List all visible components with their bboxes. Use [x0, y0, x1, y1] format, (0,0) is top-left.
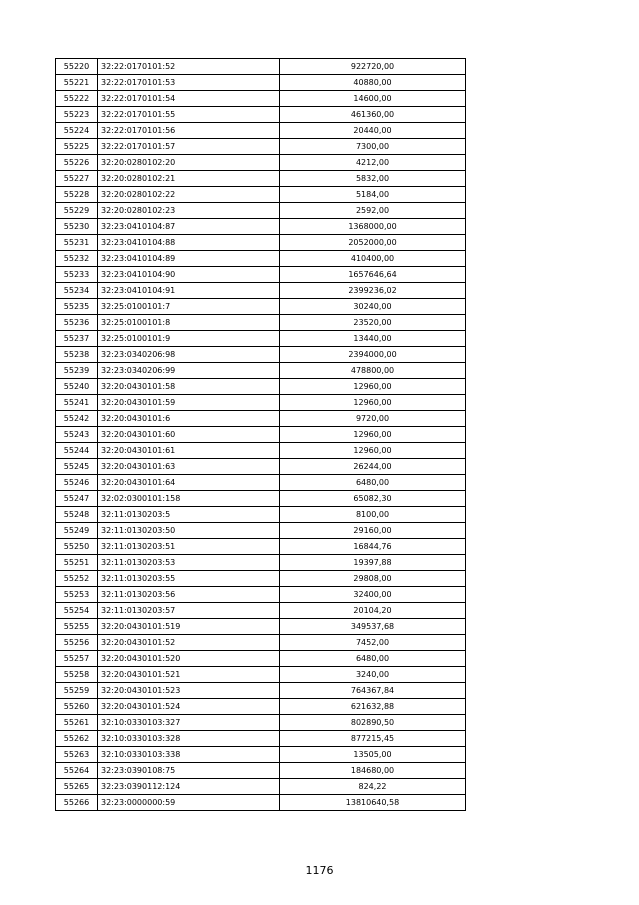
cadastral-value-cell: 184680,00: [280, 763, 466, 779]
cadastral-value-cell: 6480,00: [280, 475, 466, 491]
table-row: [56, 347, 466, 363]
cadastral-number-cell: 32:22:0170101:55: [98, 107, 280, 123]
cadastral-number-cell: 32:20:0430101:521: [98, 667, 280, 683]
cadastral-number-cell: 32:11:0130203:56: [98, 587, 280, 603]
cadastral-value-cell: 4212,00: [280, 155, 466, 171]
cadastral-number-cell: 32:20:0430101:519: [98, 619, 280, 635]
row-number-cell: 55221: [56, 75, 98, 91]
cadastral-value-cell: 32400,00: [280, 587, 466, 603]
cadastral-number-cell: 32:22:0170101:57: [98, 139, 280, 155]
table-row: [56, 107, 466, 123]
cadastral-value-cell: 30240,00: [280, 299, 466, 315]
table-row: [56, 59, 466, 75]
table-row: [56, 251, 466, 267]
table-row: [56, 571, 466, 587]
cadastral-value-cell: 20440,00: [280, 123, 466, 139]
row-number-cell: 55265: [56, 779, 98, 795]
cadastral-number-cell: 32:23:0390112:124: [98, 779, 280, 795]
cadastral-number-cell: 32:25:0100101:9: [98, 331, 280, 347]
row-number-cell: 55253: [56, 587, 98, 603]
cadastral-number-cell: 32:20:0430101:60: [98, 427, 280, 443]
cadastral-value-cell: 23520,00: [280, 315, 466, 331]
table-row: [56, 299, 466, 315]
cadastral-value-cell: 2399236,02: [280, 283, 466, 299]
cadastral-number-cell: 32:25:0100101:7: [98, 299, 280, 315]
cadastral-value-cell: 824,22: [280, 779, 466, 795]
row-number-cell: 55229: [56, 203, 98, 219]
cadastral-value-cell: 7300,00: [280, 139, 466, 155]
cadastral-value-cell: 802890,50: [280, 715, 466, 731]
cadastral-value-cell: 29160,00: [280, 523, 466, 539]
cadastral-number-cell: 32:20:0280102:22: [98, 187, 280, 203]
row-number-cell: 55242: [56, 411, 98, 427]
cadastral-number-cell: 32:11:0130203:57: [98, 603, 280, 619]
page-number: 1176: [305, 864, 334, 877]
cadastral-number-cell: 32:22:0170101:56: [98, 123, 280, 139]
cadastral-number-cell: 32:02:0300101:158: [98, 491, 280, 507]
row-number-cell: 55249: [56, 523, 98, 539]
cadastral-number-cell: 32:11:0130203:5: [98, 507, 280, 523]
cadastral-number-cell: 32:10:0330103:338: [98, 747, 280, 763]
table-row: [56, 235, 466, 251]
row-number-cell: 55266: [56, 795, 98, 811]
cadastral-number-cell: 32:22:0170101:53: [98, 75, 280, 91]
table-body: [56, 59, 466, 811]
table-row: [56, 587, 466, 603]
row-number-cell: 55233: [56, 267, 98, 283]
table-row: [56, 795, 466, 811]
table-row: [56, 715, 466, 731]
row-number-cell: 55230: [56, 219, 98, 235]
cadastral-number-cell: 32:20:0430101:64: [98, 475, 280, 491]
cadastral-value-cell: 12960,00: [280, 427, 466, 443]
table-row: [56, 683, 466, 699]
table-row: [56, 507, 466, 523]
row-number-cell: 55259: [56, 683, 98, 699]
row-number-cell: 55235: [56, 299, 98, 315]
row-number-cell: 55247: [56, 491, 98, 507]
row-number-cell: 55237: [56, 331, 98, 347]
cadastral-number-cell: 32:20:0430101:523: [98, 683, 280, 699]
row-number-cell: 55262: [56, 731, 98, 747]
row-number-cell: 55260: [56, 699, 98, 715]
cadastral-number-cell: 32:11:0130203:51: [98, 539, 280, 555]
cadastral-value-cell: 19397,88: [280, 555, 466, 571]
table-row: [56, 123, 466, 139]
table-row: [56, 219, 466, 235]
table-row: [56, 267, 466, 283]
cadastral-value-cell: 2592,00: [280, 203, 466, 219]
table-row: [56, 75, 466, 91]
table-row: [56, 475, 466, 491]
table-row: [56, 171, 466, 187]
table-row: [56, 91, 466, 107]
cadastral-value-cell: 13440,00: [280, 331, 466, 347]
cadastral-number-cell: 32:23:0410104:90: [98, 267, 280, 283]
row-number-cell: 55226: [56, 155, 98, 171]
row-number-cell: 55234: [56, 283, 98, 299]
cadastral-number-cell: 32:20:0280102:21: [98, 171, 280, 187]
table-row: [56, 779, 466, 795]
cadastral-value-cell: 8100,00: [280, 507, 466, 523]
table-row: [56, 523, 466, 539]
row-number-cell: 55232: [56, 251, 98, 267]
cadastral-number-cell: 32:23:0000000:59: [98, 795, 280, 811]
table-row: [56, 187, 466, 203]
cadastral-value-cell: 2052000,00: [280, 235, 466, 251]
cadastral-number-cell: 32:11:0130203:55: [98, 571, 280, 587]
row-number-cell: 55254: [56, 603, 98, 619]
cadastral-value-cell: 12960,00: [280, 379, 466, 395]
row-number-cell: 55224: [56, 123, 98, 139]
cadastral-value-cell: 3240,00: [280, 667, 466, 683]
row-number-cell: 55220: [56, 59, 98, 75]
row-number-cell: 55257: [56, 651, 98, 667]
row-number-cell: 55243: [56, 427, 98, 443]
row-number-cell: 55239: [56, 363, 98, 379]
row-number-cell: 55255: [56, 619, 98, 635]
cadastral-number-cell: 32:20:0430101:524: [98, 699, 280, 715]
row-number-cell: 55252: [56, 571, 98, 587]
row-number-cell: 55263: [56, 747, 98, 763]
cadastral-number-cell: 32:20:0280102:20: [98, 155, 280, 171]
cadastral-value-cell: 5184,00: [280, 187, 466, 203]
cadastral-value-cell: 26244,00: [280, 459, 466, 475]
cadastral-value-cell: 12960,00: [280, 443, 466, 459]
table-row: [56, 363, 466, 379]
cadastral-value-cell: 9720,00: [280, 411, 466, 427]
cadastral-value-cell: 5832,00: [280, 171, 466, 187]
cadastral-number-cell: 32:22:0170101:52: [98, 59, 280, 75]
cadastral-value-cell: 1368000,00: [280, 219, 466, 235]
cadastral-value-cell: 478800,00: [280, 363, 466, 379]
row-number-cell: 55248: [56, 507, 98, 523]
table-row: [56, 315, 466, 331]
cadastral-number-cell: 32:20:0430101:52: [98, 635, 280, 651]
cadastral-number-cell: 32:23:0390108:75: [98, 763, 280, 779]
table-row: [56, 747, 466, 763]
cadastral-value-cell: 2394000,00: [280, 347, 466, 363]
cadastral-number-cell: 32:20:0430101:6: [98, 411, 280, 427]
table-row: [56, 731, 466, 747]
cadastral-value-cell: 6480,00: [280, 651, 466, 667]
row-number-cell: 55240: [56, 379, 98, 395]
cadastral-value-cell: 1657646,64: [280, 267, 466, 283]
table-row: [56, 651, 466, 667]
cadastral-value-cell: 922720,00: [280, 59, 466, 75]
row-number-cell: 55250: [56, 539, 98, 555]
cadastral-value-table: [55, 58, 466, 811]
row-number-cell: 55227: [56, 171, 98, 187]
cadastral-number-cell: 32:11:0130203:53: [98, 555, 280, 571]
cadastral-number-cell: 32:22:0170101:54: [98, 91, 280, 107]
cadastral-number-cell: 32:20:0430101:59: [98, 395, 280, 411]
cadastral-value-cell: 14600,00: [280, 91, 466, 107]
cadastral-number-cell: 32:10:0330103:328: [98, 731, 280, 747]
cadastral-number-cell: 32:23:0410104:89: [98, 251, 280, 267]
cadastral-value-cell: 65082,30: [280, 491, 466, 507]
table-row: [56, 139, 466, 155]
cadastral-value-cell: 13810640,58: [280, 795, 466, 811]
row-number-cell: 55231: [56, 235, 98, 251]
cadastral-number-cell: 32:23:0340206:99: [98, 363, 280, 379]
cadastral-value-cell: 621632,88: [280, 699, 466, 715]
table-row: [56, 411, 466, 427]
row-number-cell: 55258: [56, 667, 98, 683]
table-row: [56, 539, 466, 555]
cadastral-number-cell: 32:23:0410104:87: [98, 219, 280, 235]
row-number-cell: 55225: [56, 139, 98, 155]
cadastral-value-cell: 7452,00: [280, 635, 466, 651]
row-number-cell: 55223: [56, 107, 98, 123]
row-number-cell: 55244: [56, 443, 98, 459]
table-row: [56, 379, 466, 395]
cadastral-number-cell: 32:20:0430101:61: [98, 443, 280, 459]
cadastral-number-cell: 32:10:0330103:327: [98, 715, 280, 731]
cadastral-value-cell: 13505,00: [280, 747, 466, 763]
table-row: [56, 619, 466, 635]
table-row: [56, 699, 466, 715]
cadastral-value-cell: 16844,76: [280, 539, 466, 555]
table-row: [56, 203, 466, 219]
cadastral-value-cell: 461360,00: [280, 107, 466, 123]
cadastral-value-cell: 410400,00: [280, 251, 466, 267]
cadastral-value-cell: 12960,00: [280, 395, 466, 411]
cadastral-value-cell: 349537,68: [280, 619, 466, 635]
table-row: [56, 331, 466, 347]
table-row: [56, 763, 466, 779]
table-row: [56, 443, 466, 459]
cadastral-value-cell: 764367,84: [280, 683, 466, 699]
table-row: [56, 603, 466, 619]
row-number-cell: 55246: [56, 475, 98, 491]
table-row: [56, 395, 466, 411]
row-number-cell: 55228: [56, 187, 98, 203]
row-number-cell: 55256: [56, 635, 98, 651]
row-number-cell: 55261: [56, 715, 98, 731]
cadastral-value-cell: 877215,45: [280, 731, 466, 747]
cadastral-number-cell: 32:23:0410104:91: [98, 283, 280, 299]
row-number-cell: 55251: [56, 555, 98, 571]
row-number-cell: 55241: [56, 395, 98, 411]
cadastral-value-cell: 29808,00: [280, 571, 466, 587]
table-row: [56, 459, 466, 475]
cadastral-number-cell: 32:25:0100101:8: [98, 315, 280, 331]
cadastral-number-cell: 32:20:0430101:63: [98, 459, 280, 475]
cadastral-number-cell: 32:23:0410104:88: [98, 235, 280, 251]
cadastral-number-cell: 32:20:0430101:520: [98, 651, 280, 667]
table-row: [56, 283, 466, 299]
table-row: [56, 635, 466, 651]
table-row: [56, 155, 466, 171]
row-number-cell: 55238: [56, 347, 98, 363]
cadastral-number-cell: 32:23:0340206:98: [98, 347, 280, 363]
table-row: [56, 491, 466, 507]
table-row: [56, 667, 466, 683]
cadastral-number-cell: 32:11:0130203:50: [98, 523, 280, 539]
cadastral-value-cell: 40880,00: [280, 75, 466, 91]
table-row: [56, 427, 466, 443]
row-number-cell: 55222: [56, 91, 98, 107]
table-row: [56, 555, 466, 571]
document-page: [55, 58, 465, 811]
cadastral-number-cell: 32:20:0430101:58: [98, 379, 280, 395]
row-number-cell: 55236: [56, 315, 98, 331]
cadastral-number-cell: 32:20:0280102:23: [98, 203, 280, 219]
row-number-cell: 55245: [56, 459, 98, 475]
cadastral-value-cell: 20104,20: [280, 603, 466, 619]
row-number-cell: 55264: [56, 763, 98, 779]
